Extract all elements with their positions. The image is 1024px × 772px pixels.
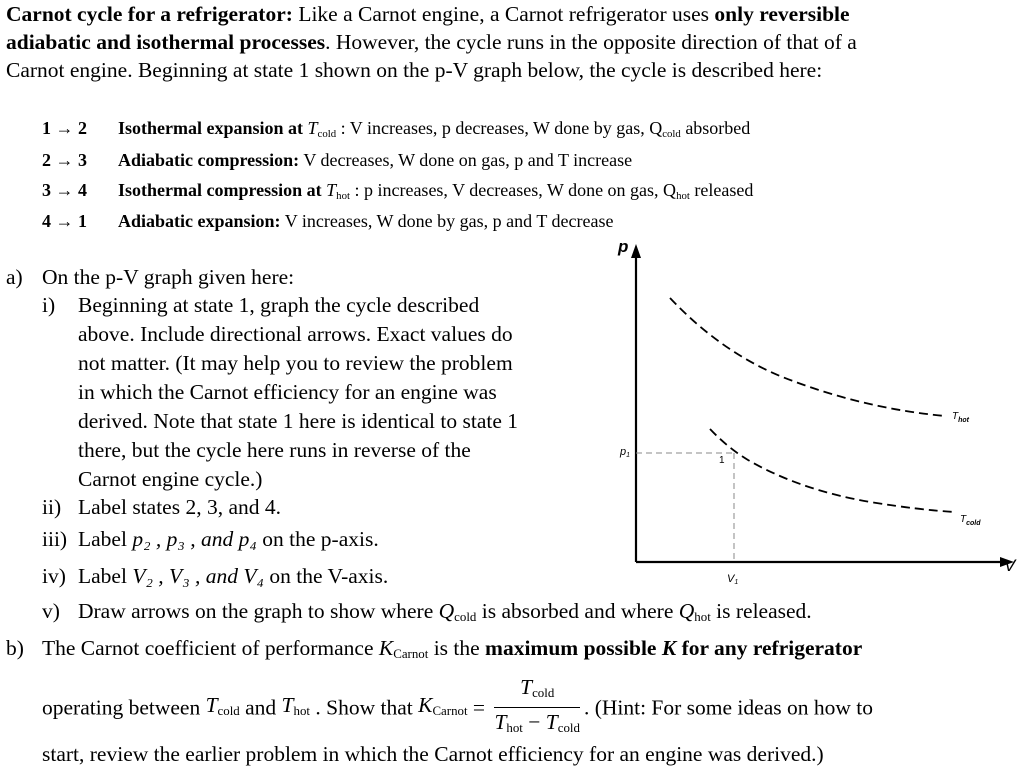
step-3 [42,180,942,204]
intro-text: Like a Carnot engine, a Carnot refrigerator uses [292,2,715,26]
step-number: 3 → 4 [42,180,87,200]
step-rest2: absorbed [680,118,751,138]
question-v-text: Draw arrows on the graph to show where $Q_{cold}$ is absorbed and where $Q_{hot}$ is released. [78,599,812,624]
question-i-text [78,291,518,494]
intro-title: Carnot cycle for a refrigerator: [6,2,293,26]
step-4 [42,211,942,235]
p-axis-arrow-icon [631,244,641,258]
question-b-line-2: operating between $T_{cold}$ and $T_{hot}$ . Show that $K_{Carnot}$ = $T_{cold}$ $T_{hot} - T_{cold}$ . (Hint: For some ideas on how to [42,673,873,742]
step-rest: V decreases, W done on gas, p and T increase [299,150,633,170]
step-2 [42,150,942,174]
step-title: Isothermal expansion at [118,118,308,138]
step-1 [42,118,942,142]
question-i-line: there, but the cycle here runs in reverse of the [78,438,471,462]
pv-graph [600,236,1024,596]
question-ii-text: Label states 2, 3, and 4. [78,495,282,519]
step-rest: : p increases, V decreases, W done on gas, Q [349,180,677,200]
step-number: 2 → 3 [42,150,87,170]
step-rest: V increases, W done by gas, p and T decrease [280,211,614,231]
intro-emphasis: only reversible [714,2,850,26]
intro-line-3: Carnot engine. Beginning at state 1 shown on the p-V graph below, the cycle is described here: [6,58,823,82]
question-i-line: not matter. (It may help you to review the problem [78,351,513,375]
question-i-line: in which the Carnot efficiency for an engine was [78,380,497,404]
pressure-vars: p₂ , p₃ , and p₄ [132,527,257,551]
t-hot-isotherm [670,298,945,416]
step-title: Adiabatic compression: [118,150,300,170]
intro-emphasis-cont: adiabatic and isothermal processes [6,30,326,54]
question-i-line: derived. Note that state 1 here is identical to state 1 [78,409,519,433]
question-b-line-1: The Carnot coefficient of performance $K_{Carnot}$ is the maximum possible K for any refrigerator [42,636,863,661]
step-q-sub: hot [676,190,690,202]
question-b-line-3: start, review the earlier problem in which the Carnot efficiency for an engine was derived.) [42,742,824,766]
question-a-text: On the p-V graph given here: [42,265,295,289]
question-iii-label: iii) [42,527,68,551]
t-cold-label: $T_{cold}$ [960,514,981,527]
t-hot-label: $T_{hot}$ [952,411,969,424]
volume-vars: V₂ , V₃ , and V₄ [132,564,265,588]
step-temp: $T_{cold}$ [307,118,337,140]
step-title: Isothermal compression at [118,180,327,200]
question-i-label: i) [42,293,56,317]
t-cold-isotherm [710,429,955,512]
question-i-line: Carnot engine cycle.) [78,467,263,491]
p-axis-label: p [618,237,629,256]
step-rest2: released [689,180,754,200]
v-axis-label: V [1004,556,1016,575]
question-iv-label: iv) [42,564,66,588]
step-rest: : V increases, p decreases, W done by gas, Q [336,118,663,138]
step-number: 1 → 2 [42,118,87,138]
question-iii-text: Label p₂ , p₃ , and p₄ on the p-axis. [78,527,379,551]
cop-fraction: $T_{cold}$ $T_{hot} - T_{cold}$ [494,675,580,735]
step-number: 4 → 1 [42,211,87,231]
intro-line-2 [6,28,857,56]
step-title: Adiabatic expansion: [118,211,281,231]
question-ii-label: ii) [42,495,62,519]
step-q-sub: cold [662,128,681,140]
intro-line-1 [6,0,850,28]
question-a-label: a) [6,265,23,289]
question-v-label: v) [42,599,60,623]
step-temp: $T_{hot}$ [326,180,350,202]
question-i-line: Beginning at state 1, graph the cycle described [78,293,480,317]
question-i-line: above. Include directional arrows. Exact values do [78,322,513,346]
p1-label: p1 [620,446,631,459]
question-b-label: b) [6,636,24,660]
v1-label: V1 [727,573,739,586]
intro-text-2: . However, the cycle runs in the opposite direction of that of a [325,30,857,54]
question-iv-text: Label V₂ , V₃ , and V₄ on the V-axis. [78,564,389,588]
state-1-label: 1 [719,455,725,466]
